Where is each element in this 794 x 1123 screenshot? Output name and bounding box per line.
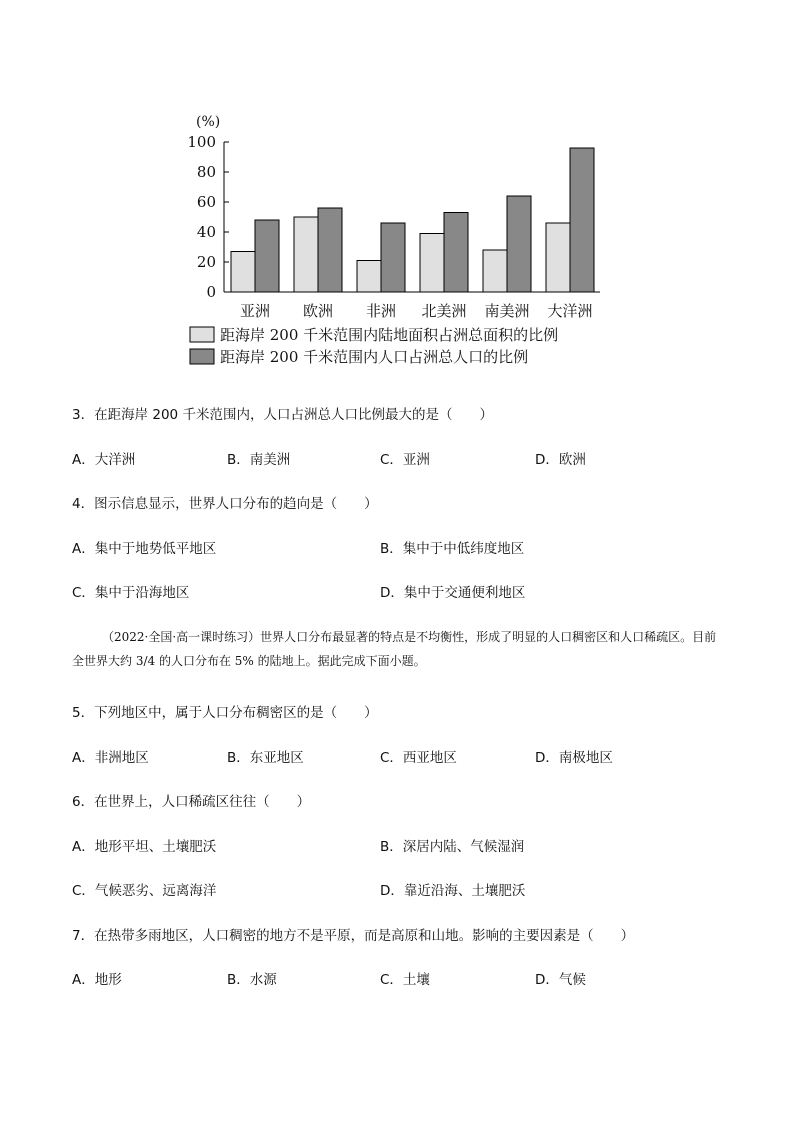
- y-tick-label: 40: [196, 223, 216, 241]
- q6-option-c[interactable]: C．气候恶劣、远离海洋: [72, 883, 217, 899]
- q4-option-d[interactable]: D．集中于交通便利地区: [380, 585, 526, 601]
- legend-swatch-1: [190, 349, 214, 364]
- q3-option-b[interactable]: B．南美洲: [227, 452, 291, 468]
- x-category-label: 南美洲: [484, 302, 530, 320]
- bar-land-0: [231, 252, 255, 293]
- bar-land-2: [357, 261, 381, 293]
- legend: [190, 326, 558, 366]
- x-category-label: 大洋洲: [547, 302, 593, 320]
- q5-option-b[interactable]: B．东亚地区: [227, 750, 304, 766]
- x-axis-category-labels: [240, 302, 593, 320]
- legend-label-0: 距海岸 200 千米范围内陆地面积占洲总面积的比例: [220, 326, 559, 344]
- x-category-label: 北美洲: [421, 302, 467, 320]
- legend-swatch-0: [190, 327, 214, 342]
- reading-passage: （2022·全国·高一课时练习）世界人口分布最显著的特点是不均衡性，形成了明显的人口稠密区和人口稀疏区。目前全世界大约 3/4 的人口分布在 5% 的陆地上。据此完成下面小题。: [72, 630, 717, 668]
- q7-option-b[interactable]: B．水源: [227, 972, 277, 988]
- q7-option-c[interactable]: C．土壤: [380, 972, 430, 988]
- bar-population-3: [444, 213, 468, 293]
- bar-land-4: [483, 250, 507, 292]
- y-axis-ticks: [187, 133, 229, 301]
- y-axis-unit-label: (%): [196, 114, 221, 130]
- q5-option-a[interactable]: A．非洲地区: [72, 750, 149, 766]
- bar-population-4: [507, 196, 531, 292]
- q6-option-a[interactable]: A．地形平坦、土壤肥沃: [72, 839, 217, 855]
- y-tick-label: 80: [196, 163, 216, 181]
- q6-option-b[interactable]: B．深居内陆、气候湿润: [380, 839, 525, 855]
- bar-population-1: [318, 208, 342, 292]
- legend-label-1: 距海岸 200 千米范围内人口占洲总人口的比例: [220, 348, 529, 366]
- bar-land-5: [546, 223, 570, 292]
- q5-option-c[interactable]: C．西亚地区: [380, 750, 457, 766]
- q5-option-d[interactable]: D．南极地区: [535, 750, 613, 766]
- q6-option-d[interactable]: D．靠近沿海、土壤肥沃: [380, 883, 526, 899]
- q4-option-b[interactable]: B．集中于中低纬度地区: [380, 541, 525, 557]
- bar-land-1: [294, 217, 318, 292]
- q4-option-a[interactable]: A．集中于地势低平地区: [72, 541, 217, 557]
- y-tick-label: 20: [196, 253, 216, 271]
- q4-option-c[interactable]: C．集中于沿海地区: [72, 585, 190, 601]
- question-6-stem: 6．在世界上，人口稀疏区往往（ ）: [72, 794, 311, 810]
- q7-option-d[interactable]: D．气候: [535, 972, 586, 988]
- x-category-label: 欧洲: [302, 302, 334, 320]
- population-coast-bar-chart: [180, 108, 620, 370]
- q7-option-a[interactable]: A．地形: [72, 972, 122, 988]
- bar-population-0: [255, 220, 279, 292]
- question-3-stem: 3．在距海岸 200 千米范围内，人口占洲总人口比例最大的是（ ）: [72, 407, 493, 423]
- y-tick-label: 0: [206, 283, 216, 301]
- q3-option-d[interactable]: D．欧洲: [535, 452, 586, 468]
- question-7-stem: 7．在热带多雨地区，人口稠密的地方不是平原，而是高原和山地。影响的主要因素是（ ）: [72, 928, 635, 944]
- y-tick-label: 60: [196, 193, 216, 211]
- bar-population-5: [570, 148, 594, 292]
- bars-group: [231, 148, 594, 292]
- q3-option-a[interactable]: A．大洋洲: [72, 452, 136, 468]
- bar-population-2: [381, 223, 405, 292]
- question-5-stem: 5．下列地区中，属于人口分布稠密区的是（ ）: [72, 705, 378, 721]
- question-4-stem: 4．图示信息显示，世界人口分布的趋向是（ ）: [72, 496, 378, 512]
- y-tick-label: 100: [187, 133, 216, 151]
- q3-option-c[interactable]: C．亚洲: [380, 452, 430, 468]
- bar-land-3: [420, 234, 444, 293]
- x-category-label: 非洲: [365, 302, 397, 320]
- x-category-label: 亚洲: [239, 302, 271, 320]
